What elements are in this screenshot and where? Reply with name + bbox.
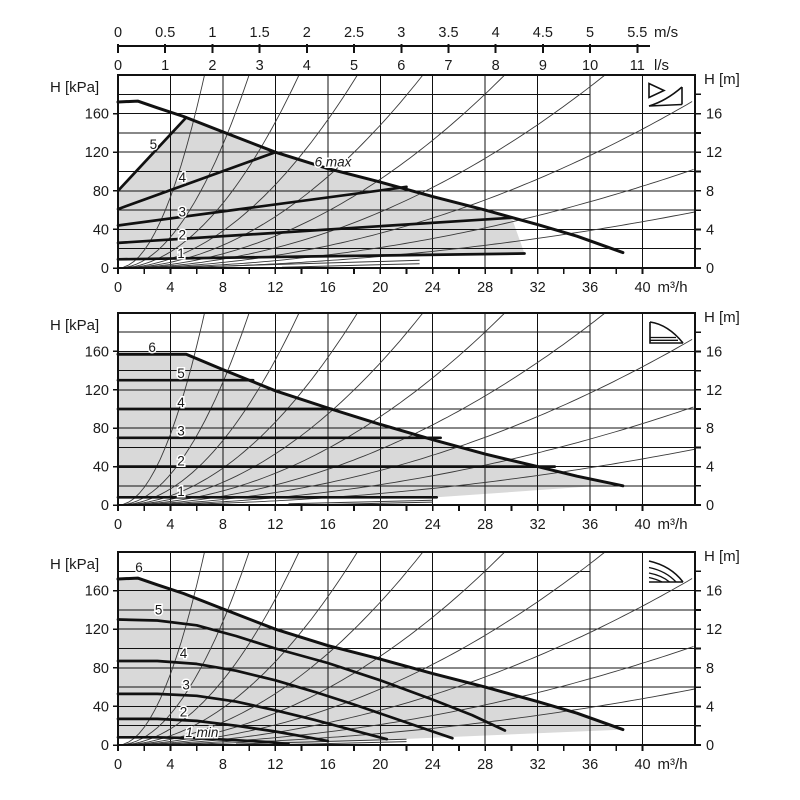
curve-label-4: 4 (177, 394, 185, 410)
velocity-tick-label: 3.5 (438, 25, 459, 41)
head-kpa-tick-label: 160 (84, 583, 109, 600)
head-m-tick-label: 0 (706, 498, 715, 514)
flow-unit-label: m³/h (657, 516, 688, 533)
x-tick-label: 12 (267, 517, 284, 533)
chart-1-proportional-pressure (50, 71, 740, 296)
curve-label-5: 5 (154, 602, 163, 618)
curve-label-2: 2 (177, 453, 185, 469)
head-m-tick-label: 8 (706, 660, 715, 677)
head-m-tick-label: 0 (706, 261, 715, 277)
velocity-tick-label: 4.5 (532, 25, 553, 41)
head-m-tick-label: 0 (706, 738, 715, 754)
curve-label-2: 2 (179, 704, 188, 720)
x-tick-label: 0 (113, 517, 123, 533)
x-tick-label: 20 (372, 280, 389, 296)
velocity-tick-label: 1.5 (249, 25, 270, 41)
flow-axis (114, 505, 688, 533)
flow-lps-tick-label: 2 (208, 58, 217, 74)
head-m-tick-label: 12 (706, 622, 723, 639)
x-tick-label: 24 (424, 280, 441, 296)
flow-lps-tick-label: 1 (161, 58, 170, 74)
velocity-tick-label: 5.5 (627, 25, 648, 41)
flow-lps-tick-label: 10 (582, 58, 599, 74)
head-kpa-caption: H [kPa] (50, 556, 100, 573)
head-m-tick-label: 16 (706, 344, 723, 361)
x-tick-label: 36 (582, 280, 599, 296)
curve-label-4: 4 (178, 169, 187, 185)
head-kpa-tick-label: 120 (84, 145, 109, 162)
x-tick-label: 0 (113, 280, 123, 296)
x-tick-label: 4 (166, 757, 175, 773)
flow-axis (114, 745, 688, 773)
flow-axis (114, 268, 688, 296)
curve-label-4: 4 (179, 645, 188, 661)
head-m-tick-label: 16 (706, 106, 723, 123)
head-m-tick-label: 4 (706, 222, 715, 239)
x-tick-label: 16 (319, 280, 336, 296)
head-kpa-tick-label: 160 (84, 106, 109, 123)
head-kpa-tick-label: 0 (100, 498, 109, 514)
head-m-caption: H [m] (704, 309, 740, 326)
chart-3-constant-speed-curves (50, 548, 740, 773)
head-kpa-caption: H [kPa] (50, 79, 100, 96)
x-tick-label: 28 (477, 280, 494, 296)
x-tick-label: 4 (166, 280, 175, 296)
curve-label-2: 2 (178, 227, 187, 243)
head-kpa-tick-label: 80 (92, 660, 109, 677)
x-tick-label: 16 (319, 757, 336, 773)
velocity-tick-label: 1 (208, 25, 217, 41)
proportional-pressure-icon (649, 84, 682, 107)
head-kpa-tick-label: 160 (84, 344, 109, 361)
flow-lps-tick-label: 7 (444, 58, 453, 74)
x-tick-label: 12 (267, 280, 284, 296)
flow-lps-tick-label: 4 (302, 58, 311, 74)
head-kpa-tick-label: 0 (100, 738, 109, 754)
head-kpa-axis (85, 584, 118, 754)
head-kpa-tick-label: 120 (84, 622, 109, 639)
head-m-axis (695, 332, 722, 514)
flow-unit-label: m³/h (657, 279, 688, 296)
curve-label-1: 1 (177, 484, 185, 500)
velocity-tick-label: 0 (113, 25, 123, 41)
x-tick-label: 40 (634, 517, 651, 533)
flow-lps-tick-label: 5 (350, 58, 359, 74)
head-m-tick-label: 12 (706, 145, 723, 162)
head-kpa-axis (85, 107, 118, 277)
flow-lps-tick-label: 0 (113, 58, 123, 74)
flow-unit-label: m³/h (657, 756, 688, 773)
icon-curve-2 (649, 568, 676, 583)
curve-label-3: 3 (178, 204, 187, 220)
x-tick-label: 12 (267, 757, 284, 773)
x-tick-label: 20 (372, 757, 389, 773)
x-tick-label: 24 (424, 757, 441, 773)
x-tick-label: 8 (218, 757, 227, 773)
x-tick-label: 32 (529, 280, 546, 296)
velocity-tick-label: 3 (397, 25, 406, 41)
velocity-tick-label: 5 (586, 25, 595, 41)
head-kpa-tick-label: 0 (100, 261, 109, 277)
head-m-axis (695, 571, 722, 754)
x-tick-label: 24 (424, 517, 441, 533)
head-kpa-tick-label: 40 (92, 222, 109, 239)
curve-label-6-max: 6 max (314, 154, 352, 170)
head-kpa-axis (85, 344, 118, 514)
top-flow-velocity-axis (114, 24, 678, 74)
flow-lps-tick-label: 6 (397, 58, 406, 74)
head-m-tick-label: 8 (706, 183, 715, 200)
flow-lps-tick-label: 9 (538, 58, 547, 74)
head-m-tick-label: 16 (706, 583, 723, 600)
curve-label-3: 3 (177, 423, 185, 439)
x-tick-label: 40 (634, 757, 651, 773)
flow-lps-unit-label: l/s (654, 57, 669, 74)
head-m-tick-label: 4 (706, 459, 715, 476)
head-m-caption: H [m] (704, 71, 740, 88)
x-tick-label: 8 (218, 280, 227, 296)
head-m-tick-label: 8 (706, 421, 715, 438)
velocity-tick-label: 0.5 (155, 25, 176, 41)
head-m-axis (695, 94, 722, 277)
head-m-tick-label: 12 (706, 382, 723, 399)
x-tick-label: 0 (113, 757, 123, 773)
x-tick-label: 32 (529, 757, 546, 773)
curve-label-5: 5 (149, 136, 158, 152)
flow-lps-tick-label: 3 (255, 58, 264, 74)
head-kpa-tick-label: 80 (92, 421, 109, 438)
x-tick-label: 36 (582, 757, 599, 773)
x-tick-label: 36 (582, 517, 599, 533)
x-tick-label: 8 (218, 517, 227, 533)
chart-2-constant-pressure (50, 309, 740, 533)
head-kpa-tick-label: 120 (84, 382, 109, 399)
icon-triangle (649, 84, 664, 98)
head-kpa-tick-label: 40 (92, 699, 109, 716)
constant-pressure-icon (650, 322, 683, 343)
velocity-unit-label: m/s (654, 24, 679, 41)
x-tick-label: 16 (319, 517, 336, 533)
x-tick-label: 28 (477, 517, 494, 533)
curve-label-6: 6 (148, 340, 156, 356)
velocity-tick-label: 2.5 (343, 25, 365, 41)
head-kpa-tick-label: 40 (92, 459, 109, 476)
curve-label-3: 3 (182, 677, 190, 693)
flow-lps-tick-label: 8 (491, 58, 500, 74)
x-tick-label: 32 (529, 517, 546, 533)
flow-lps-tick-label: 11 (629, 58, 645, 74)
head-kpa-tick-label: 80 (92, 183, 109, 200)
head-m-caption: H [m] (704, 548, 740, 565)
head-m-tick-label: 4 (706, 699, 715, 716)
x-tick-label: 4 (166, 517, 175, 533)
operating-range-fill (118, 578, 623, 744)
curve-label-1: 1 (177, 246, 185, 262)
x-tick-label: 40 (634, 280, 651, 296)
constant-curve-icon (649, 561, 683, 582)
curve-label-1-min: 1 min (185, 724, 219, 740)
curve-label-6: 6 (135, 559, 143, 575)
x-tick-label: 28 (477, 757, 494, 773)
head-kpa-caption: H [kPa] (50, 317, 100, 334)
velocity-tick-label: 4 (491, 25, 500, 41)
curve-label-5: 5 (177, 365, 185, 381)
x-tick-label: 20 (372, 517, 389, 533)
velocity-tick-label: 2 (302, 25, 311, 41)
